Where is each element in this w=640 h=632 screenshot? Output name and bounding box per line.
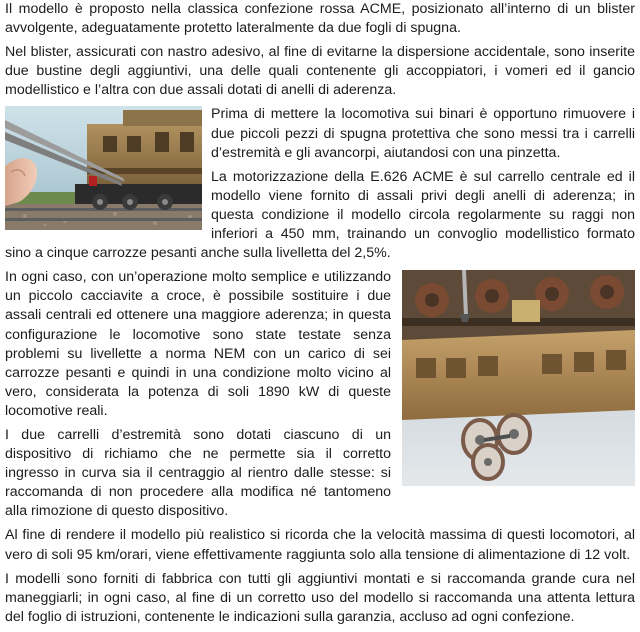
photo-bogie-wheelsets	[402, 270, 635, 486]
paragraph-motorization: La motorizzazione della E.626 ACME è sul carrello centrale ed il modello viene fornito di assali privi degli anelli di aderenza; in questa condizione il modello circola regolarmente su raggi non inferiori a 450 mm, trainando un convoglio modellistico formato sino a cinque carrozze pesanti anche sulla livelletta del 2,5%.	[5, 168, 635, 262]
paragraph-blister: Nel blister, assicurati con nastro adesivo, al fine di evitarne la dispersione accidentale, sono inserite due bustine degli aggiuntivi, una delle quali contenente gli accoppiatori, i vomeri ed il gancio modellistico e l’altra con due assali dotati di anelli di aderenza.	[5, 44, 635, 99]
article-body	[5, 0, 635, 632]
photo-tweezers-locomotive	[5, 106, 202, 230]
paragraph-axle-replacement: In ogni caso, con un’operazione molto semplice e utilizzando un piccolo cacciavite a croce, è possibile sostituire i due assali centrali ed ottenere una maggiore aderenza; in questa configurazione le locomotive sono state testate senza problemi su livellette a norma NEM con un carico di sei carrozze pesanti e quindi in una condizione molto vicino al vero, considerata la potenza di soli 1890 kW di queste locomotive reali.	[5, 269, 391, 419]
paragraph-packaging: Il modello è proposto nella classica confezione rossa ACME, posizionato all’interno di un blister avvolgente, adeguatamente protetto lateralmente da due fogli di spugna.	[5, 1, 635, 37]
paragraph-end-bogies: I due carrelli d’estremità sono dotati ciascuno di un dispositivo di richiamo che ne permette sia il corretto ingresso in curva sia il centraggio al rientro dalle stesse: si raccomanda di non procedere alla modifica né tantomeno alla rimozione di questo dispositivo.	[5, 426, 391, 520]
paragraph-max-speed: Al fine di rendere il modello più realistico si ricorda che la velocità massima di questi locomotori, al vero di soli 95 km/orari, viene effettivamente raggiunta solo alla tensione di alimentazione di 12 volt.	[5, 527, 635, 563]
paragraph-accessories: I modelli sono forniti di fabbrica con tutti gli aggiuntivi montati e si raccomanda grande cura nel maneggiarli; in ogni caso, al fine di un corretto uso del modello si raccomanda una attenta lettura del foglio di istruzioni, contenente le indicazioni sulla garanzia, accluso ad ogni confezione.	[5, 570, 635, 625]
paragraph-sponge-removal: Prima di mettere la locomotiva sui binari è opportuno rimuovere i due piccoli pezzi di spugna protettiva che sono messi tra i carrelli d’estremità e gli avancorpi, aiutandosi con una pinzetta.	[211, 106, 635, 161]
